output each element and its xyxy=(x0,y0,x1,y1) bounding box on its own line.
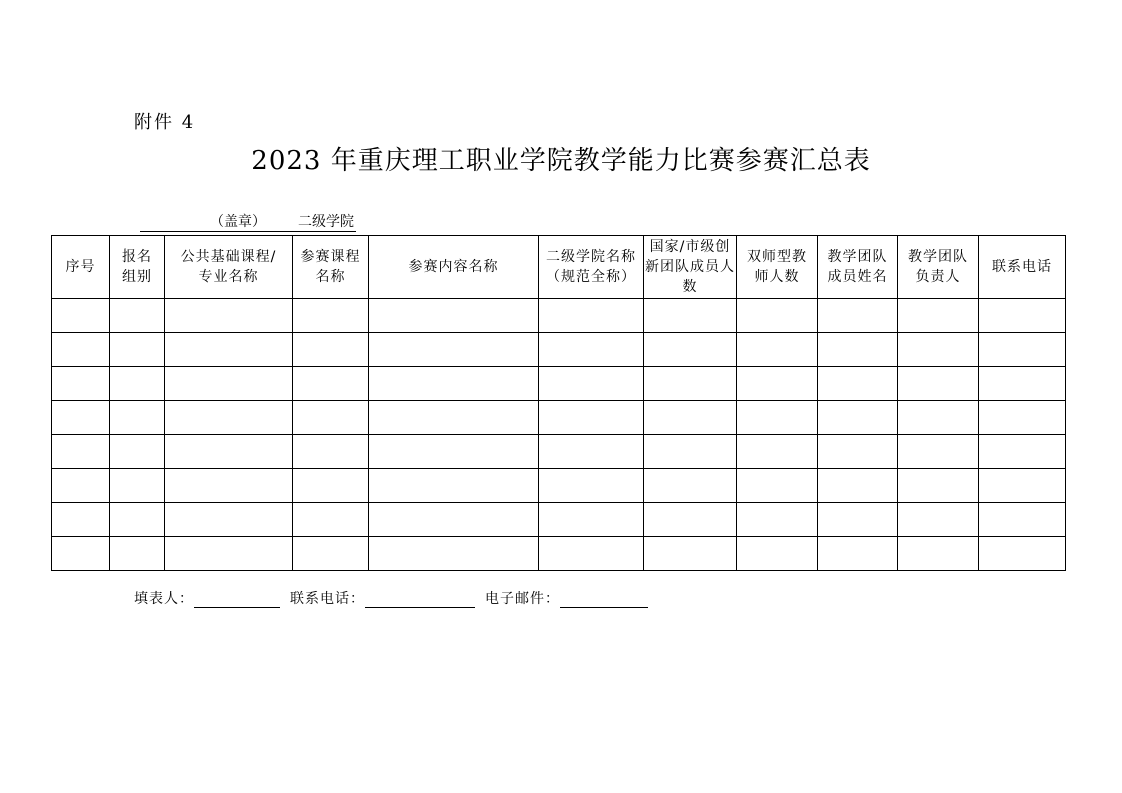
table-cell[interactable] xyxy=(369,401,539,435)
table-cell[interactable] xyxy=(818,469,898,503)
table-row xyxy=(52,367,1066,401)
table-cell[interactable] xyxy=(52,299,110,333)
table-cell[interactable] xyxy=(898,333,979,367)
table-cell[interactable] xyxy=(369,503,539,537)
table-row xyxy=(52,537,1066,571)
table-cell[interactable] xyxy=(539,435,644,469)
table-cell[interactable] xyxy=(165,537,293,571)
table-cell[interactable] xyxy=(644,503,737,537)
phone-label: 联系电话： xyxy=(290,591,365,607)
department-stamp-line xyxy=(140,211,356,232)
table-cell[interactable] xyxy=(539,401,644,435)
summary-table xyxy=(51,235,1066,571)
table-cell[interactable] xyxy=(979,401,1066,435)
table-cell[interactable] xyxy=(737,333,818,367)
table-cell[interactable] xyxy=(737,435,818,469)
table-cell[interactable] xyxy=(110,435,165,469)
header-phone: 联系电话 xyxy=(979,236,1066,299)
table-cell[interactable] xyxy=(52,401,110,435)
table-cell[interactable] xyxy=(539,367,644,401)
header-content-name: 参赛内容名称 xyxy=(369,236,539,299)
table-cell[interactable] xyxy=(644,299,737,333)
table-cell[interactable] xyxy=(898,435,979,469)
table-cell[interactable] xyxy=(293,469,369,503)
table-cell[interactable] xyxy=(52,469,110,503)
table-cell[interactable] xyxy=(737,503,818,537)
table-cell[interactable] xyxy=(52,367,110,401)
table-row xyxy=(52,435,1066,469)
header-college-name: 二级学院名称（规范全称） xyxy=(539,236,644,299)
table-cell[interactable] xyxy=(293,435,369,469)
table-cell[interactable] xyxy=(293,537,369,571)
table-cell[interactable] xyxy=(369,469,539,503)
email-label: 电子邮件： xyxy=(485,591,560,607)
attachment-label: 附件 4 xyxy=(134,112,196,133)
table-cell[interactable] xyxy=(110,299,165,333)
table-row xyxy=(52,333,1066,367)
table-cell[interactable] xyxy=(818,333,898,367)
table-cell[interactable] xyxy=(644,469,737,503)
table-cell[interactable] xyxy=(979,469,1066,503)
table-cell[interactable] xyxy=(165,401,293,435)
table-cell[interactable] xyxy=(110,469,165,503)
table-cell[interactable] xyxy=(165,333,293,367)
table-cell[interactable] xyxy=(737,469,818,503)
table-cell[interactable] xyxy=(52,333,110,367)
email-input-line[interactable] xyxy=(560,591,648,608)
table-cell[interactable] xyxy=(979,537,1066,571)
table-cell[interactable] xyxy=(539,299,644,333)
table-cell[interactable] xyxy=(293,503,369,537)
table-cell[interactable] xyxy=(110,537,165,571)
table-cell[interactable] xyxy=(165,469,293,503)
table-cell[interactable] xyxy=(165,435,293,469)
table-cell[interactable] xyxy=(165,367,293,401)
table-cell[interactable] xyxy=(110,401,165,435)
table-row xyxy=(52,299,1066,333)
header-team-members: 教学团队成员姓名 xyxy=(818,236,898,299)
table-cell[interactable] xyxy=(898,503,979,537)
stamp-gap xyxy=(268,215,298,232)
college-label: 二级学院 xyxy=(298,211,356,232)
table-cell[interactable] xyxy=(979,503,1066,537)
header-course-name: 参赛课程名称 xyxy=(293,236,369,299)
table-cell[interactable] xyxy=(293,333,369,367)
filler-label: 填表人： xyxy=(134,591,194,607)
table-cell[interactable] xyxy=(644,401,737,435)
table-cell[interactable] xyxy=(110,367,165,401)
table-cell[interactable] xyxy=(52,435,110,469)
table-cell[interactable] xyxy=(818,367,898,401)
table-row xyxy=(52,503,1066,537)
table-cell[interactable] xyxy=(818,401,898,435)
table-cell[interactable] xyxy=(898,299,979,333)
table-cell[interactable] xyxy=(818,503,898,537)
page-title: 2023 年重庆理工职业学院教学能力比赛参赛汇总表 xyxy=(251,146,871,176)
table-cell[interactable] xyxy=(539,537,644,571)
table-cell[interactable] xyxy=(979,299,1066,333)
table-cell[interactable] xyxy=(644,435,737,469)
phone-input-line[interactable] xyxy=(365,591,475,608)
table-cell[interactable] xyxy=(369,435,539,469)
table-row xyxy=(52,469,1066,503)
table-cell[interactable] xyxy=(898,537,979,571)
table-cell[interactable] xyxy=(110,333,165,367)
header-course-major: 公共基础课程/专业名称 xyxy=(165,236,293,299)
table-cell[interactable] xyxy=(165,299,293,333)
table-cell[interactable] xyxy=(110,503,165,537)
table-cell[interactable] xyxy=(369,299,539,333)
table-cell[interactable] xyxy=(979,333,1066,367)
table-cell[interactable] xyxy=(818,299,898,333)
table-cell[interactable] xyxy=(979,435,1066,469)
header-team-leader: 教学团队负责人 xyxy=(898,236,979,299)
table-cell[interactable] xyxy=(737,367,818,401)
table-cell[interactable] xyxy=(52,503,110,537)
table-cell[interactable] xyxy=(818,435,898,469)
table-cell[interactable] xyxy=(644,333,737,367)
table-cell[interactable] xyxy=(979,367,1066,401)
filler-input-line[interactable] xyxy=(194,591,280,608)
table-cell[interactable] xyxy=(539,503,644,537)
table-cell[interactable] xyxy=(644,537,737,571)
table-cell[interactable] xyxy=(52,537,110,571)
table-cell[interactable] xyxy=(898,469,979,503)
table-cell[interactable] xyxy=(539,333,644,367)
stamp-label: （盖章） xyxy=(208,211,268,232)
table-cell[interactable] xyxy=(737,401,818,435)
table-cell[interactable] xyxy=(369,367,539,401)
table-cell[interactable] xyxy=(898,401,979,435)
table-body xyxy=(52,299,1066,571)
table-cell[interactable] xyxy=(898,367,979,401)
table-cell[interactable] xyxy=(293,299,369,333)
table-cell[interactable] xyxy=(818,537,898,571)
table-cell[interactable] xyxy=(165,503,293,537)
table-row xyxy=(52,401,1066,435)
header-index: 序号 xyxy=(52,236,110,299)
table-cell[interactable] xyxy=(293,367,369,401)
table-cell[interactable] xyxy=(369,537,539,571)
table-cell[interactable] xyxy=(293,401,369,435)
table-cell[interactable] xyxy=(644,367,737,401)
table-cell[interactable] xyxy=(539,469,644,503)
table-cell[interactable] xyxy=(737,299,818,333)
footer-line xyxy=(134,588,658,608)
header-dual-teacher: 双师型教师人数 xyxy=(737,236,818,299)
table-header-row xyxy=(52,236,1066,299)
table-cell[interactable] xyxy=(369,333,539,367)
header-group: 报名组别 xyxy=(110,236,165,299)
stamp-blank xyxy=(140,215,208,232)
header-innovation-team: 国家/市级创新团队成员人数 xyxy=(644,236,737,299)
table-cell[interactable] xyxy=(737,537,818,571)
